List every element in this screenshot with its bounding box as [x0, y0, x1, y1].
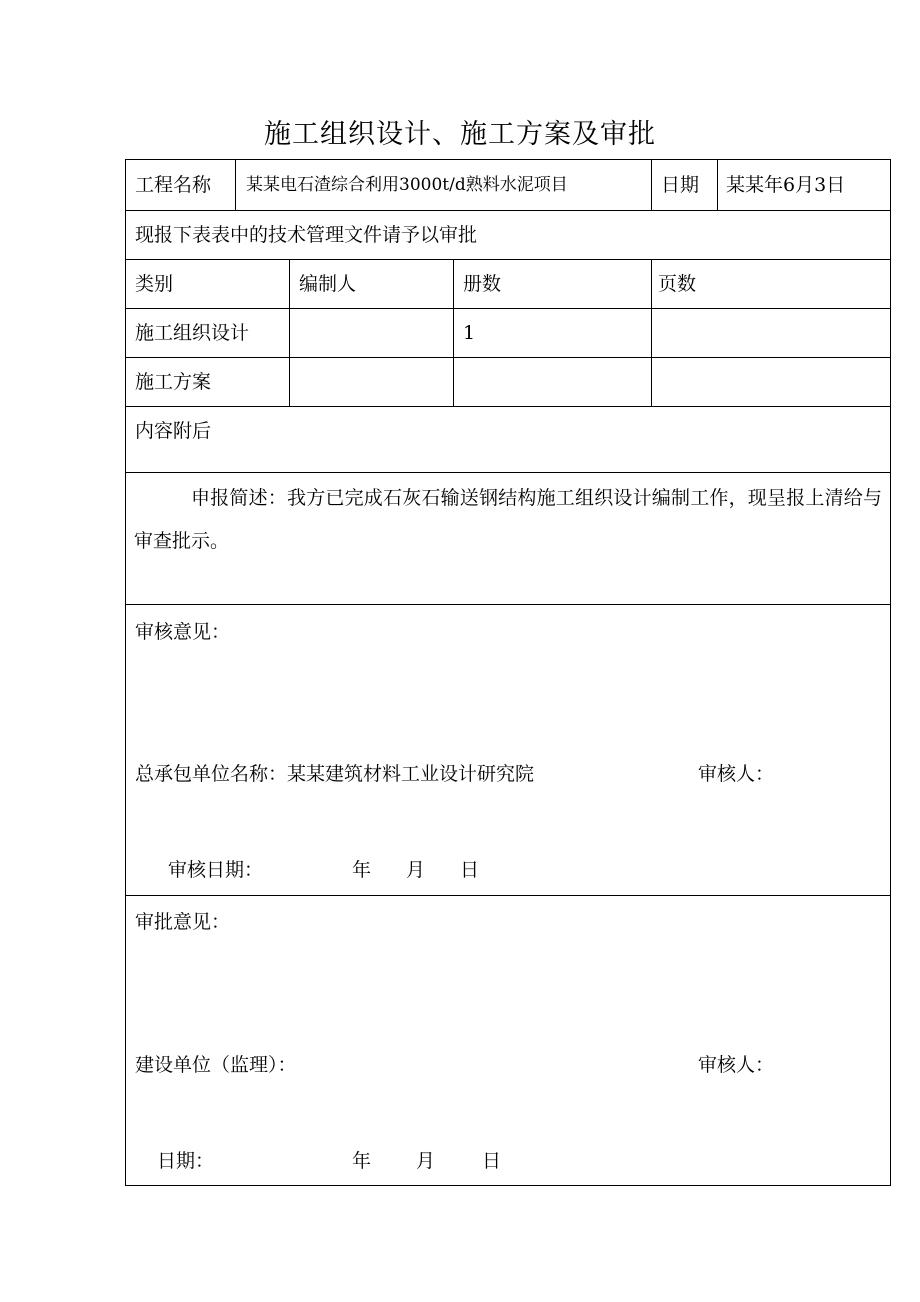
row1-author-cell	[290, 309, 454, 357]
summary-row	[126, 473, 890, 605]
header-row	[126, 160, 890, 211]
table-header-row	[126, 260, 890, 309]
project-value: 某某电石渣综合利用3000t/d熟料水泥项目	[246, 175, 568, 195]
date-label-cell	[652, 160, 718, 210]
col-pages-label: 页数	[658, 273, 697, 295]
col-author-label: 编制人	[299, 273, 357, 295]
row1-volumes: 1	[463, 322, 476, 344]
request-row	[126, 211, 890, 260]
unit-label: 建设单位（监理）：	[135, 1054, 297, 1076]
review-opinion-label: 审核意见：	[135, 621, 231, 643]
row1-volumes-cell	[454, 309, 652, 357]
col-category	[126, 260, 290, 308]
project-value-cell	[236, 160, 652, 210]
row2-category-cell	[126, 358, 290, 406]
review-reviewer-label: 审核人：	[698, 763, 775, 785]
approval-day: 日	[482, 1150, 502, 1172]
row2-pages-cell	[652, 358, 890, 406]
row1-pages-cell	[652, 309, 890, 357]
date-label: 日期	[661, 174, 700, 196]
approval-form	[125, 159, 891, 1186]
page-title: 施工组织设计、施工方案及审批	[264, 119, 656, 150]
row2-volumes-cell	[454, 358, 652, 406]
table-row	[126, 309, 890, 358]
col-volumes-label: 册数	[463, 273, 502, 295]
row2-category: 施工方案	[135, 371, 212, 393]
review-year: 年	[352, 859, 372, 881]
project-label: 工程名称	[135, 174, 212, 196]
summary-text: 申报简述：我方已完成石灰石输送钢结构施工组织设计编制工作，现呈报上清给与审查批示。	[134, 487, 882, 552]
date-value-cell	[718, 160, 890, 210]
col-category-label: 类别	[135, 273, 174, 295]
col-pages	[652, 260, 890, 308]
review-date-label: 审核日期：	[168, 859, 264, 881]
col-volumes	[454, 260, 652, 308]
table-row	[126, 358, 890, 407]
approval-reviewer-label: 审核人：	[698, 1054, 775, 1076]
project-label-cell	[126, 160, 236, 210]
row1-category: 施工组织设计	[135, 322, 250, 344]
attachment-text: 内容附后	[135, 420, 212, 442]
contractor-label: 总承包单位名称：某某建筑材料工业设计研究院	[135, 763, 535, 785]
approval-date-label: 日期：	[157, 1150, 215, 1172]
date-value: 某某年6月3日	[726, 174, 846, 196]
row1-category-cell	[126, 309, 290, 357]
approval-year: 年	[352, 1150, 372, 1172]
review-month: 月	[406, 859, 426, 881]
row2-author-cell	[290, 358, 454, 406]
request-text: 现报下表表中的技术管理文件请予以审批	[135, 224, 478, 246]
approval-opinion-label: 审批意见：	[135, 911, 231, 933]
approval-month: 月	[416, 1150, 436, 1172]
review-day: 日	[460, 859, 480, 881]
review-section	[126, 605, 890, 896]
approval-section	[126, 896, 890, 1185]
col-author	[290, 260, 454, 308]
attachment-row	[126, 407, 890, 473]
